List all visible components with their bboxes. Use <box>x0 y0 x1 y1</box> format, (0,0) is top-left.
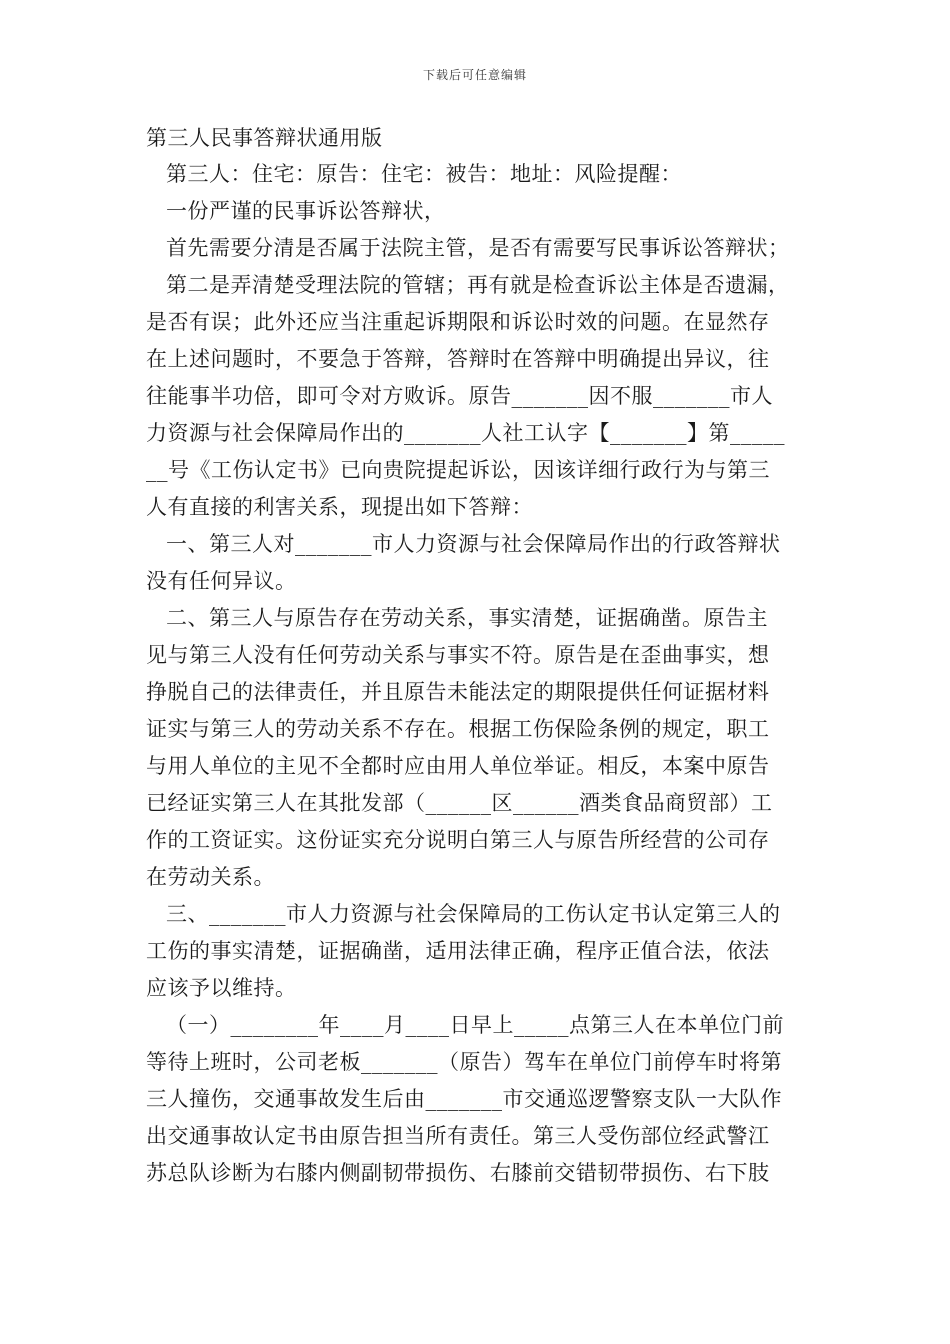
paragraph-line: 往能事半功倍，即可令对方败诉。原告_______因不服_______市人 <box>146 384 773 408</box>
paragraph-line: 首先需要分清是否属于法院主管，是否有需要写民事诉讼答辩状； <box>166 236 790 260</box>
section-three-line: 三、_______市人力资源与社会保障局的工伤认定书认定第三人的 <box>166 902 781 926</box>
paragraph-line: 作的工资证实。这份证实充分说明白第三人与原告所经营的公司存 <box>146 828 770 852</box>
paragraph-line: 一份严谨的民事诉讼答辩状， <box>166 199 446 223</box>
section-two-line: 二、第三人与原告存在劳动关系，事实清楚，证据确凿。原告主 <box>166 606 768 630</box>
paragraph-line: 苏总队诊断为右膝内侧副韧带损伤、右膝前交错韧带损伤、右下肢 <box>146 1161 770 1185</box>
paragraph-line: 力资源与社会保障局作出的_______人社工认字【_______】第_____ <box>146 421 785 445</box>
subsection-one-line: （一）________年____月____日早上_____点第三人在本单位门前 <box>166 1013 784 1037</box>
paragraph-line: 没有任何异议。 <box>146 569 297 593</box>
paragraph-line: 证实与第三人的劳动关系不存在。根据工伤保险条例的规定，职工 <box>146 717 770 741</box>
paragraph-line: 三人撞伤，交通事故发生后由_______市交通巡逻警察支队一大队作 <box>146 1087 782 1111</box>
paragraph-line: __号《工伤认定书》已向贵院提起诉讼，因该详细行政行为与第三 <box>146 458 770 482</box>
paragraph-line: 是否有误；此外还应当注重起诉期限和诉讼时效的问题。在显然存 <box>146 310 770 334</box>
header-note: 下载后可任意编辑 <box>422 68 527 82</box>
paragraph-line: 出交通事故认定书由原告担当所有责任。第三人受伤部位经武警江 <box>146 1124 770 1148</box>
parties-line: 第三人：住宅：原告：住宅：被告：地址：风险提醒： <box>166 162 682 186</box>
paragraph-line: 人有直接的利害关系，现提出如下答辩： <box>146 495 533 519</box>
paragraph-line: 等待上班时，公司老板_______（原告）驾车在单位门前停车时将第 <box>146 1050 782 1074</box>
paragraph-line: 在劳动关系。 <box>146 865 275 889</box>
paragraph-line: 在上述问题时，不要急于答辩，答辩时在答辩中明确提出异议，往 <box>146 347 770 371</box>
paragraph-line: 应该予以维持。 <box>146 976 297 1000</box>
section-one-line: 一、第三人对_______市人力资源与社会保障局作出的行政答辩状 <box>166 532 781 556</box>
paragraph-line: 与用人单位的主见不全都时应由用人单位举证。相反，本案中原告 <box>146 754 770 778</box>
paragraph-line: 见与第三人没有任何劳动关系与事实不符。原告是在歪曲事实，想 <box>146 643 770 667</box>
document-title: 第三人民事答辩状通用版 <box>146 126 383 150</box>
paragraph-line: 第二是弄清楚受理法院的管辖；再有就是检查诉讼主体是否遗漏， <box>166 273 790 297</box>
paragraph-line: 已经证实第三人在其批发部（______区______酒类食品商贸部）工 <box>146 791 773 815</box>
paragraph-line: 挣脱自己的法律责任，并且原告未能法定的期限提供任何证据材料 <box>146 680 770 704</box>
paragraph-line: 工伤的事实清楚，证据确凿，适用法律正确，程序正值合法，依法 <box>146 939 770 963</box>
